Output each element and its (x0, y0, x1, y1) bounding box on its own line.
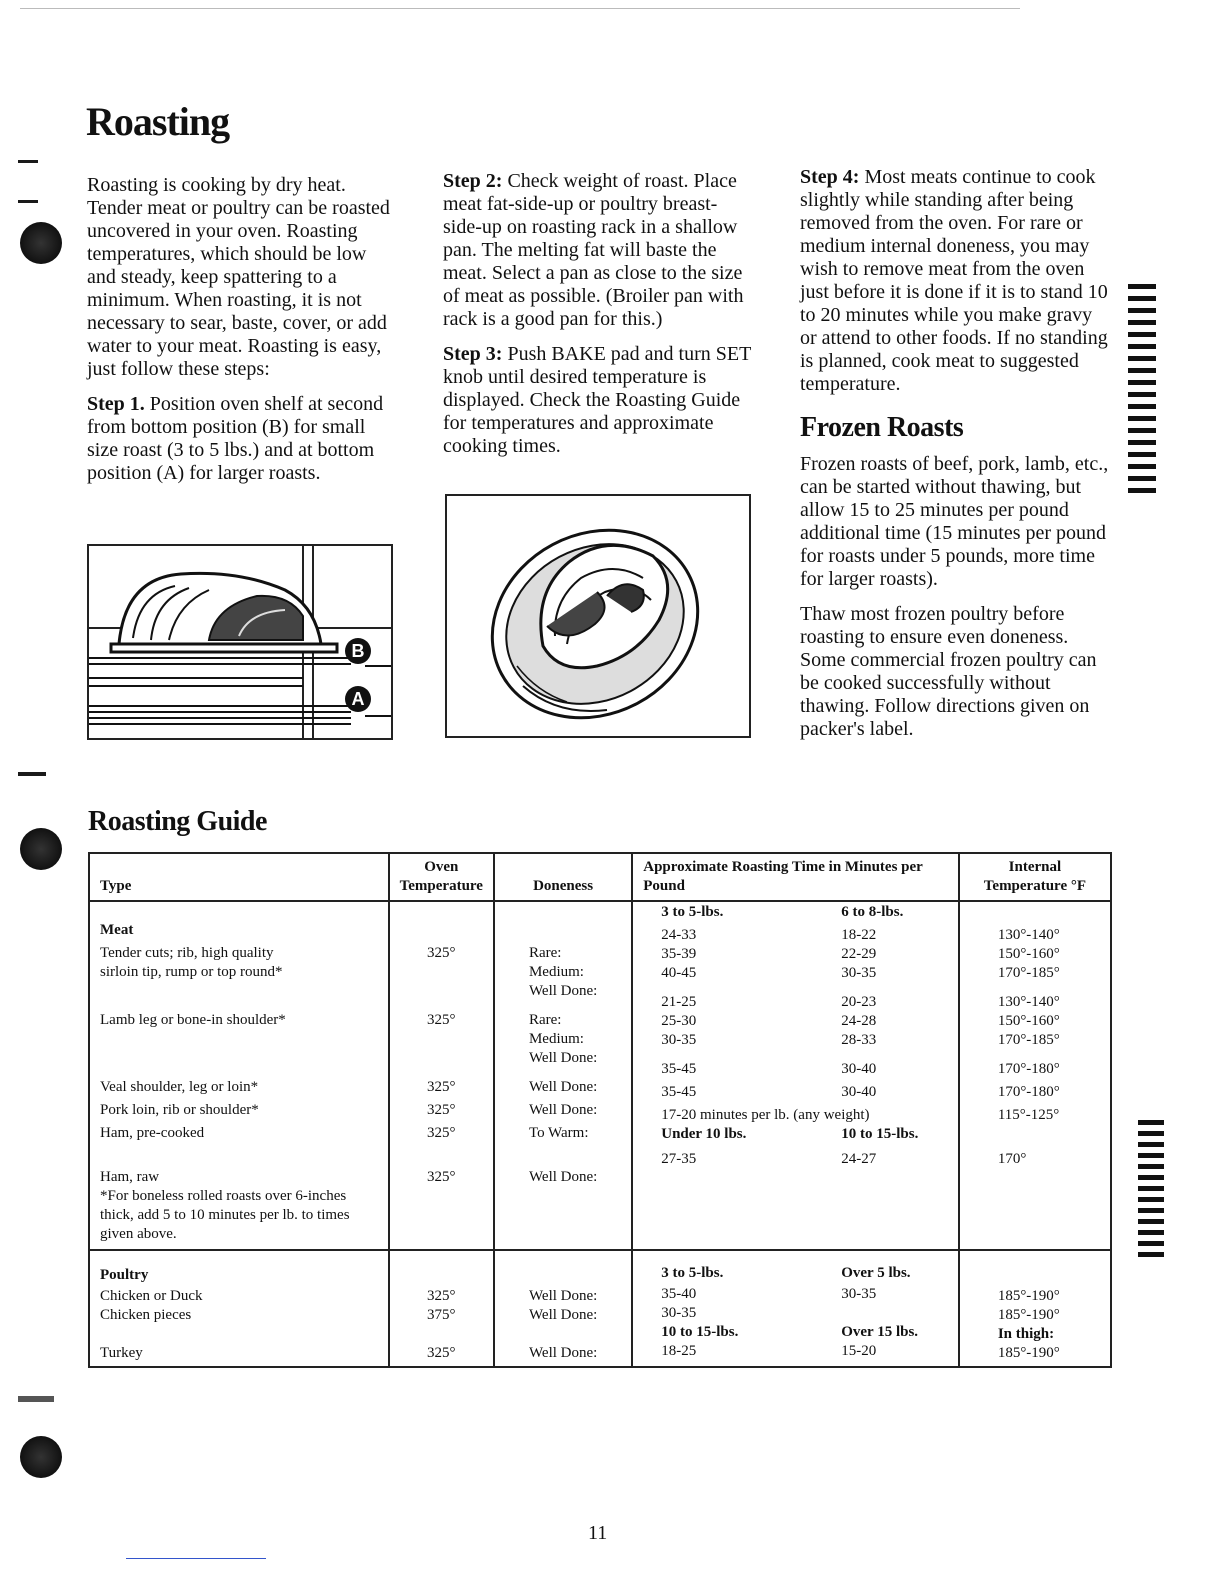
internal-cell: 130°-140° 150°-160° 170°-185° 130°-140° 150°-160° 170°-185° 170°-180° 170°-180° 115°-125° 170° (959, 901, 1111, 1250)
edge-mark (18, 160, 38, 163)
poultry-section (89, 1250, 1111, 1367)
step-3 (443, 343, 755, 458)
poultry-label: Poultry (100, 1267, 149, 1283)
step-1 (87, 393, 397, 485)
intro-paragraph: Roasting is cooking by dry heat. Tender meat or poultry can be roasted uncovered in your oven. Roasting temperatures, which should be low and steady, keep spattering to a minimum. When roasting, it is not necessary to sear, baste, cover, or add water to your meat. Roasting is easy, just follow these steps: (87, 174, 390, 380)
link-underline (126, 1558, 266, 1559)
header-type: Type (89, 853, 389, 901)
meat-label: Meat (100, 922, 134, 938)
column-1 (87, 174, 397, 497)
oven-cell: 325° 325° 325° 325° 325° 325° (389, 901, 494, 1250)
header-internal-temperature: Internal Temperature °F (959, 853, 1111, 901)
step-4 (800, 166, 1112, 396)
boneless-note: *For boneless rolled roasts over 6-inches thick, add 5 to 10 minutes per lb. to times given above. (100, 1188, 350, 1242)
binder-hole-middle (20, 828, 62, 870)
step-4-label: Step 4: (800, 166, 860, 188)
roasting-guide-table (88, 852, 1112, 1368)
time-cell: 3 to 5-lbs. Over 5 lbs. 35-40 30-35 30-35 10 to 15-lbs. Over 15 lbs. 18-25 15-20 (632, 1250, 959, 1367)
time-cell: 3 to 5-lbs. 6 to 8-lbs. 24-33 18-22 35-39 22-29 40-45 30-35 21-25 20-23 25-30 24-28 30-35 28-33 35-45 30-40 35-45 30-40 17-20 minutes per lb. (any weight) Under 10 lbs. 10 to 15-lbs. 27-35 24-27 (632, 901, 959, 1250)
step-1-label: Step 1. (87, 393, 145, 415)
table-header-row (89, 853, 1111, 901)
roast-drawing (447, 496, 749, 736)
step-2-label: Step 2: (443, 170, 503, 192)
roast-illustration (445, 494, 751, 738)
page-title: Roasting (86, 99, 230, 144)
frozen-roasts-heading: Frozen Roasts (800, 412, 964, 443)
header-roasting-time: Approximate Roasting Time in Minutes per Pound (632, 853, 959, 901)
oven-shelf-illustration (87, 544, 393, 740)
binder-hole-top (20, 222, 62, 264)
type-cell: Poultry Chicken or Duck Chicken pieces Turkey (89, 1250, 389, 1367)
table-row (89, 901, 1111, 1250)
scan-top-line (20, 8, 1020, 9)
column-3 (800, 166, 1112, 753)
roasting-guide-heading: Roasting Guide (88, 806, 267, 837)
bleed-tab-top (1128, 284, 1156, 500)
step-3-label: Step 3: (443, 343, 503, 365)
edge-mark (18, 772, 46, 776)
step-4-text: Most meats continue to cook slightly while standing after being removed from the oven. For rare or medium internal doneness, you may wish to remove meat from the oven just before it is done if it is to stand 10 to 20 minutes while you make gravy or attend to other foods. If no standing is planned, cook meat to suggested temperature. (800, 166, 1108, 395)
frozen-paragraph-1: Frozen roasts of beef, pork, lamb, etc., can be started without thawing, but allow 15 to 25 minutes per pound additional time (15 minutes per pound for roasts under 5 pounds, more time for larger roasts). (800, 453, 1109, 590)
internal-cell: 185°-190° 185°-190° In thigh: 185°-190° (959, 1250, 1111, 1367)
step-2-text: Check weight of roast. Place meat fat-side-up or poultry breast-side-up on roasting rack in a shallow pan. The melting fat will baste the meat. Select a pan as close to the size of meat as possible. (Broiler pan with rack is a good pan for this.) (443, 170, 744, 330)
edge-mark (18, 200, 38, 203)
binder-hole-bottom (20, 1436, 62, 1478)
header-oven-temperature: Oven Temperature (389, 853, 494, 901)
edge-mark (18, 1396, 54, 1402)
oven-cell: 325° 375° 325° (389, 1250, 494, 1367)
step-1-text: Position oven shelf at second from bottom position (B) for small size roast (3 to 5 lbs.) and at bottom position (A) for larger roasts. (87, 393, 384, 484)
shelf-position-a-badge: A (345, 686, 371, 712)
table-row (89, 1250, 1111, 1367)
doneness-cell: Rare: Medium: Well Done: Rare: Medium: Well Done: Well Done: Well Done: To Warm: Well Done: (494, 901, 632, 1250)
meat-section (89, 901, 1111, 1250)
bleed-tab-bottom (1138, 1120, 1164, 1258)
frozen-paragraph-2: Thaw most frozen poultry before roasting to ensure even doneness. Some commercial frozen poultry can be cooked successfully without thawing. Follow directions given on packer's label. (800, 603, 1097, 740)
step-2 (443, 170, 755, 331)
page-number: 11 (588, 1522, 608, 1544)
doneness-cell: Well Done: Well Done: Well Done: (494, 1250, 632, 1367)
header-doneness: Doneness (494, 853, 632, 901)
column-2 (443, 170, 755, 470)
type-cell: Meat Tender cuts; rib, high quality sirloin tip, rump or top round* Lamb leg or bone-in shoulder* Veal shoulder, leg or loin* Pork loin, rib or shoulder* Ham, pre-cooked Ham, raw *For boneless rolled roasts over 6-inches thick, add 5 to 10 minutes per lb. to times given above. (89, 901, 389, 1250)
shelf-position-b-badge: B (345, 638, 371, 664)
step-3-text: Push BAKE pad and turn SET knob until desired temperature is displayed. Check the Roasting Guide for temperatures and approximate cooking times. (443, 343, 751, 457)
oven-shelf-drawing (89, 546, 391, 738)
